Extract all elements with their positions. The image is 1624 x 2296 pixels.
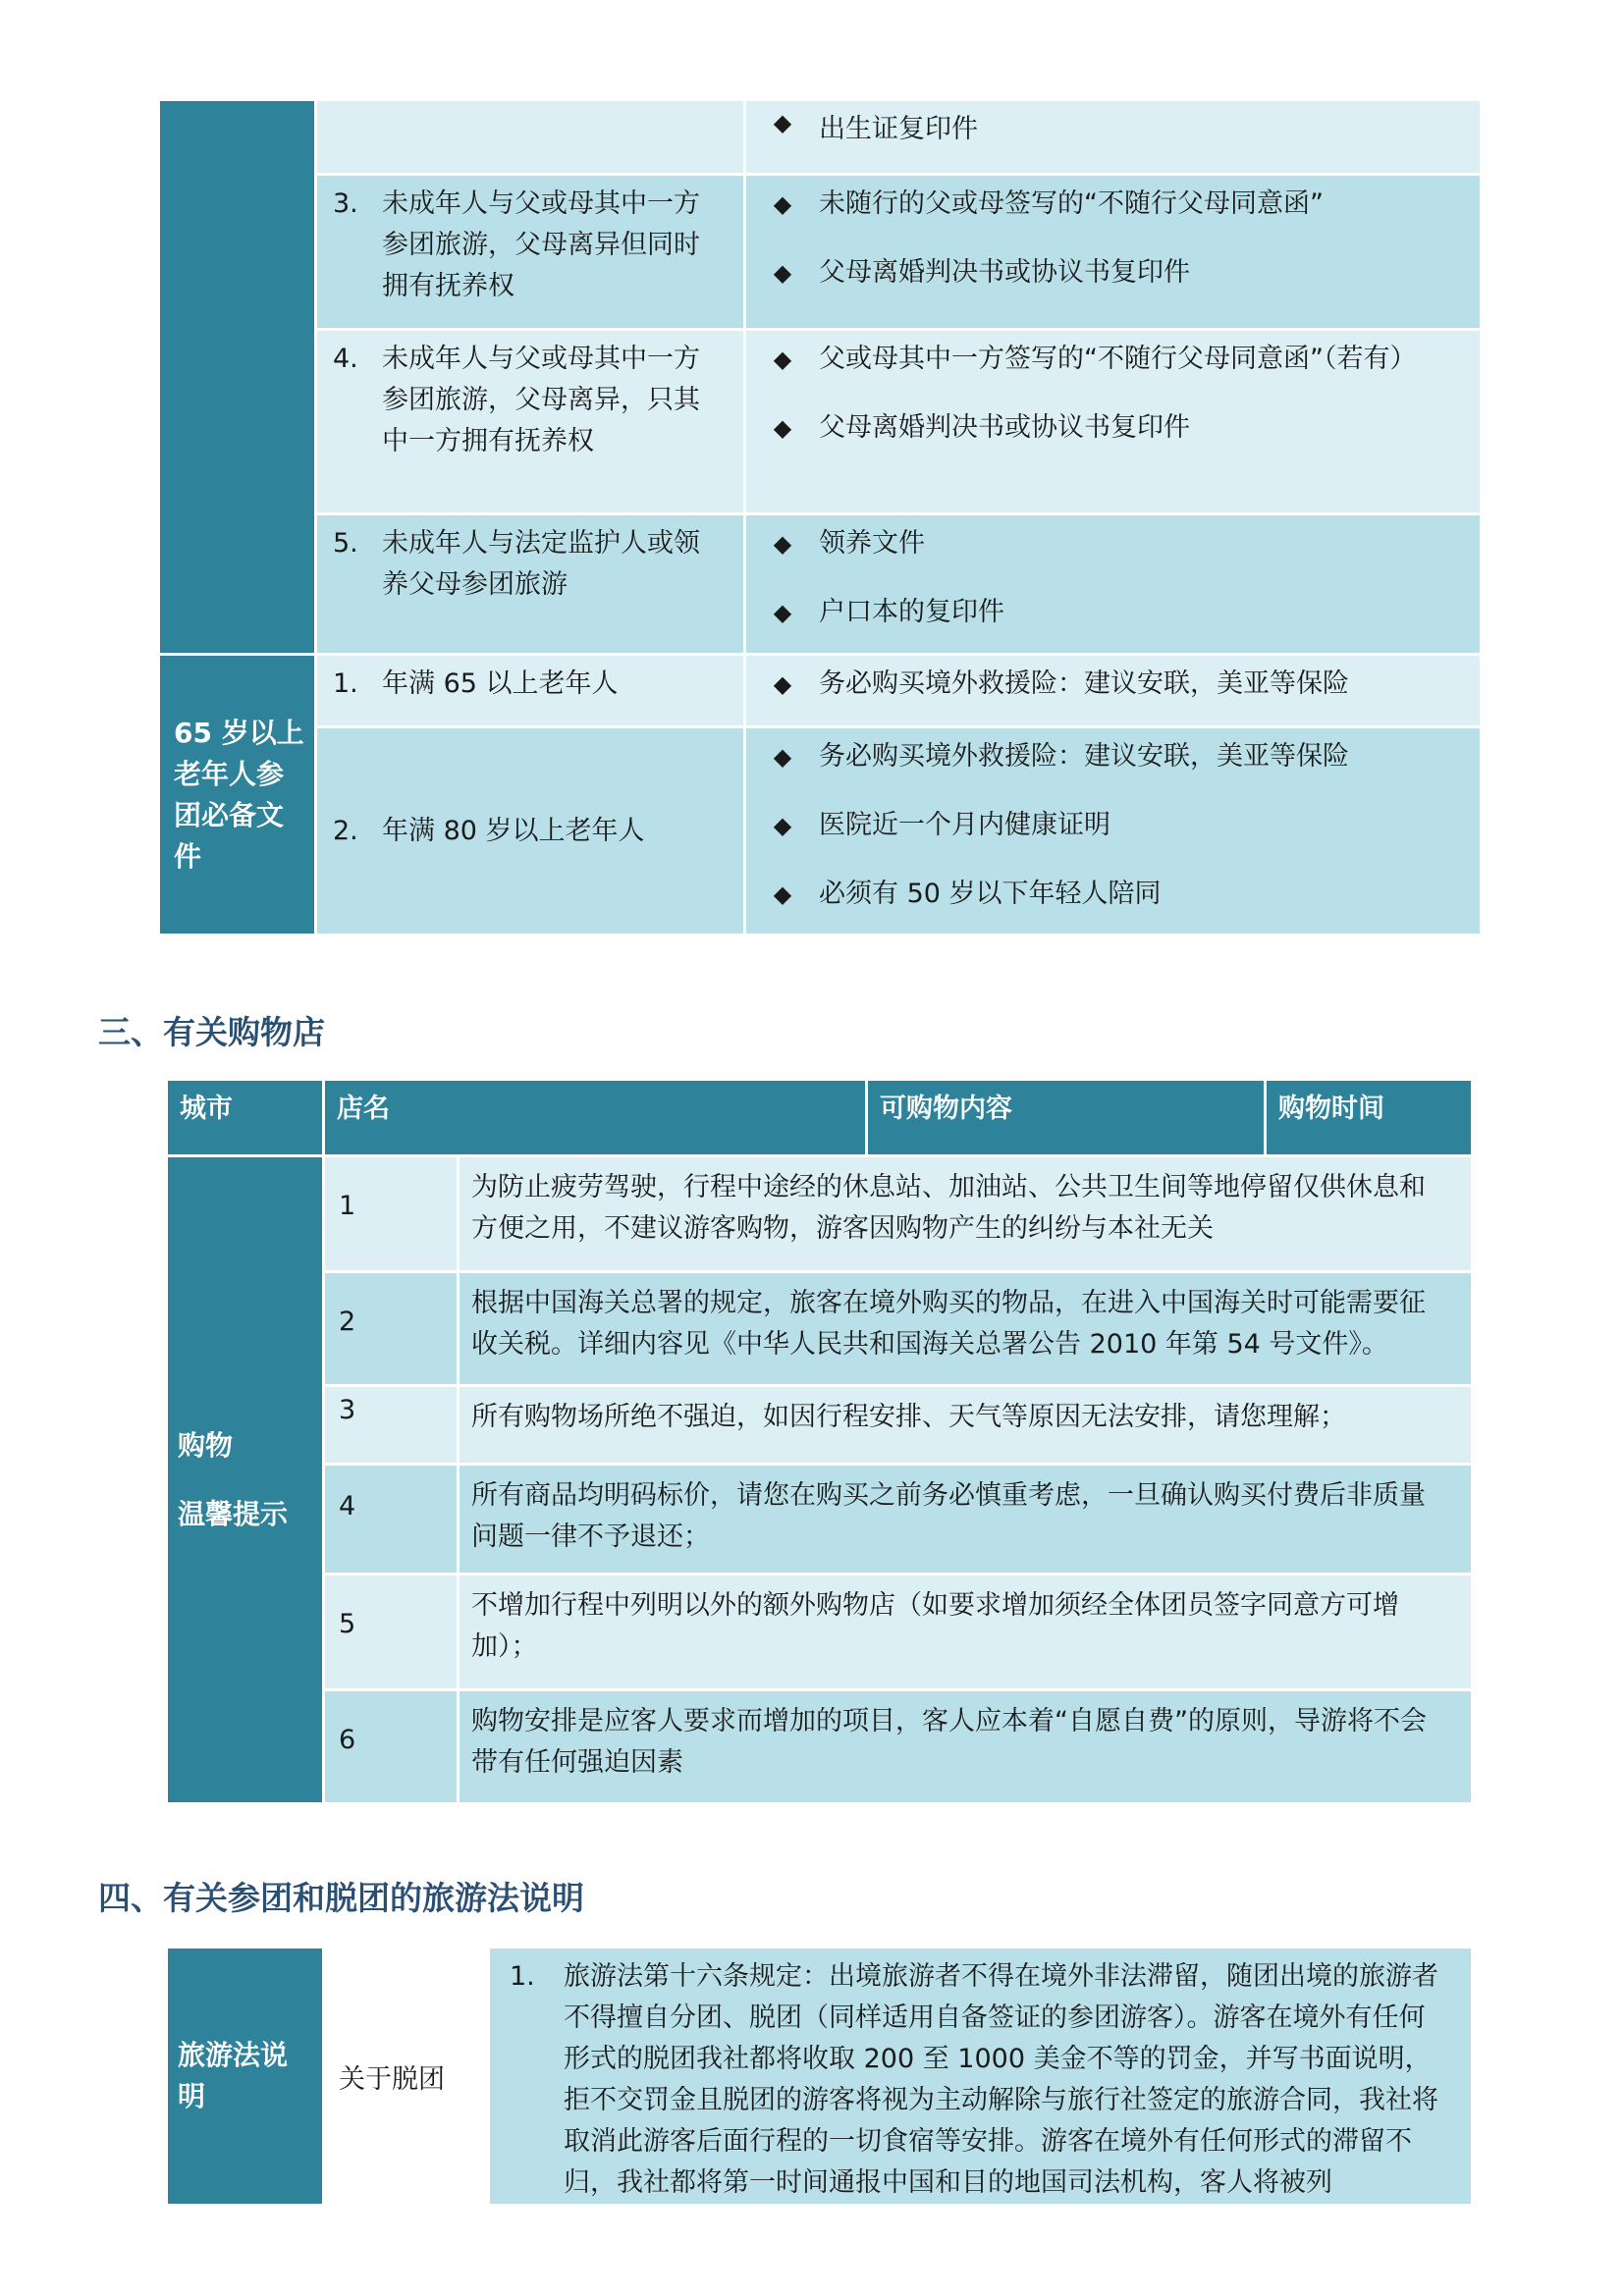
law-subject-cell: 关于脱团: [324, 1948, 489, 2206]
section-title-shopping: 三、有关购物店: [98, 1013, 325, 1051]
shopping-tips-category: 购物 温馨提示: [167, 1156, 324, 1804]
diamond-bullet-icon: ◆: [773, 346, 792, 373]
row-number: 2: [324, 1272, 459, 1386]
list-item: ◆ 必须有 50 岁以下年轻人陪同: [746, 874, 1450, 915]
table-row: [167, 1156, 1473, 1272]
condition-cell: 3. 未成年人与父或母其中一方参团旅游，父母离异但同时拥有抚养权: [316, 175, 745, 330]
list-item: ◆ 父母离婚判决书或协议书复印件: [746, 252, 1450, 294]
condition-cell: 4. 未成年人与父或母其中一方参团旅游，父母离异，只其中一方拥有抚养权: [316, 330, 745, 514]
minor-category-cell: [159, 100, 316, 655]
law-category-cell: 旅游法说明: [167, 1948, 324, 2206]
table-row: [167, 1465, 1473, 1575]
condition-cell: 2. 年满 80 岁以上老年人: [316, 727, 745, 935]
shopping-table: [165, 1078, 1474, 1805]
table-row: [159, 100, 1482, 175]
table-row: [167, 1575, 1473, 1690]
list-item: ◆ 父或母其中一方签写的“不随行父母同意函”（若有）: [746, 339, 1450, 380]
law-text-cell: 1. 旅游法第十六条规定：出境旅游者不得在境外非法滞留，随团出境的旅游者不得擅自分团、脱团（同样适用自备签证的参团游客）。游客在境外有任何形式的脱团我社都将收取 200 至 1000 美金不等的罚金，并写书面说明，拒不交罚金且脱团的游客将视为主动解除与旅行社签定的旅游合同，我社将取消此游客后面行程的一切食宿等安排。游客在境外有任何形式的滞留不归，我社都将第一时间通报中国和目的地国司法机构，客人将被列: [489, 1948, 1473, 2206]
section-title-tourism-law: 四、有关参团和脱团的旅游法说明: [98, 1879, 584, 1917]
header-time: 购物时间: [1266, 1080, 1473, 1156]
diamond-bullet-icon: ◆: [773, 190, 792, 218]
table-row: [159, 727, 1482, 935]
header-content: 可购物内容: [867, 1080, 1266, 1156]
header-shop-name: 店名: [324, 1080, 867, 1156]
row-text: 为防止疲劳驾驶，行程中途经的休息站、加油站、公共卫生间等地停留仅供休息和方便之用，不建议游客购物，游客因购物产生的纠纷与本社无关: [459, 1156, 1473, 1272]
row-text: 购物安排是应客人要求而增加的项目，客人应本着“自愿自费”的原则，导游将不会带有任何强迫因素: [459, 1690, 1473, 1804]
list-item: ◆ 出生证复印件: [746, 109, 1450, 150]
requirement-cell: [745, 175, 1482, 330]
diamond-bullet-icon: ◆: [773, 599, 792, 626]
row-text: 不增加行程中列明以外的额外购物店（如要求增加须经全体团员签字同意方可增加）；: [459, 1575, 1473, 1690]
row-text: 所有购物场所绝不强迫，如因行程安排、天气等原因无法安排，请您理解；: [459, 1386, 1473, 1465]
row-text: 所有商品均明码标价，请您在购买之前务必慎重考虑，一旦确认购买付费后非质量问题一律不予退还；: [459, 1465, 1473, 1575]
table-row: [167, 1272, 1473, 1386]
diamond-bullet-icon: ◆: [773, 881, 792, 908]
requirement-cell: [745, 330, 1482, 514]
list-item: ◆ 务必购买境外救援险：建议安联，美亚等保险: [746, 736, 1450, 777]
table-row: [167, 1690, 1473, 1804]
diamond-bullet-icon: ◆: [773, 530, 792, 558]
row-number: 6: [324, 1690, 459, 1804]
list-item: ◆ 户口本的复印件: [746, 592, 1450, 633]
list-item: ◆ 父母离婚判决书或协议书复印件: [746, 407, 1450, 449]
table-row: [159, 655, 1482, 727]
condition-cell: [316, 100, 745, 175]
header-city: 城市: [167, 1080, 324, 1156]
row-number: 5: [324, 1575, 459, 1690]
senior-category-cell: 65 岁以上老年人参团必备文件: [159, 655, 316, 935]
condition-cell: 5. 未成年人与法定监护人或领养父母参团旅游: [316, 514, 745, 655]
diamond-bullet-icon: ◆: [773, 414, 792, 442]
condition-cell: 1. 年满 65 以上老年人: [316, 655, 745, 727]
table-row: [159, 330, 1482, 514]
row-number: 3: [324, 1386, 459, 1465]
table-row: [159, 514, 1482, 655]
row-number: 4: [324, 1465, 459, 1575]
requirement-cell: [745, 655, 1482, 727]
diamond-bullet-icon: ◆: [773, 743, 792, 771]
requirement-cell: [745, 727, 1482, 935]
table-row: [167, 1948, 1473, 2206]
list-item: ◆ 领养文件: [746, 523, 1450, 564]
diamond-bullet-icon: ◆: [773, 259, 792, 287]
requirement-cell: [745, 514, 1482, 655]
diamond-bullet-icon: ◆: [773, 812, 792, 839]
table-row: [167, 1386, 1473, 1465]
list-item: ◆ 未随行的父或母签写的“不随行父母同意函”: [746, 184, 1450, 225]
list-item: ◆ 医院近一个月内健康证明: [746, 805, 1450, 846]
row-text: 根据中国海关总署的规定，旅客在境外购买的物品，在进入中国海关时可能需要征收关税。详细内容见《中华人民共和国海关总署公告 2010 年第 54 号文件》。: [459, 1272, 1473, 1386]
table-row: [159, 175, 1482, 330]
diamond-bullet-icon: ◆: [773, 670, 792, 698]
table-header-row: [167, 1080, 1473, 1156]
row-number: 1: [324, 1156, 459, 1272]
minor-senior-documents-table: [157, 98, 1483, 936]
requirement-cell: [745, 100, 1482, 175]
diamond-bullet-icon: ◆: [773, 109, 792, 136]
tourism-law-table: [165, 1946, 1474, 2207]
list-item: ◆ 务必购买境外救援险：建议安联，美亚等保险: [746, 664, 1450, 705]
